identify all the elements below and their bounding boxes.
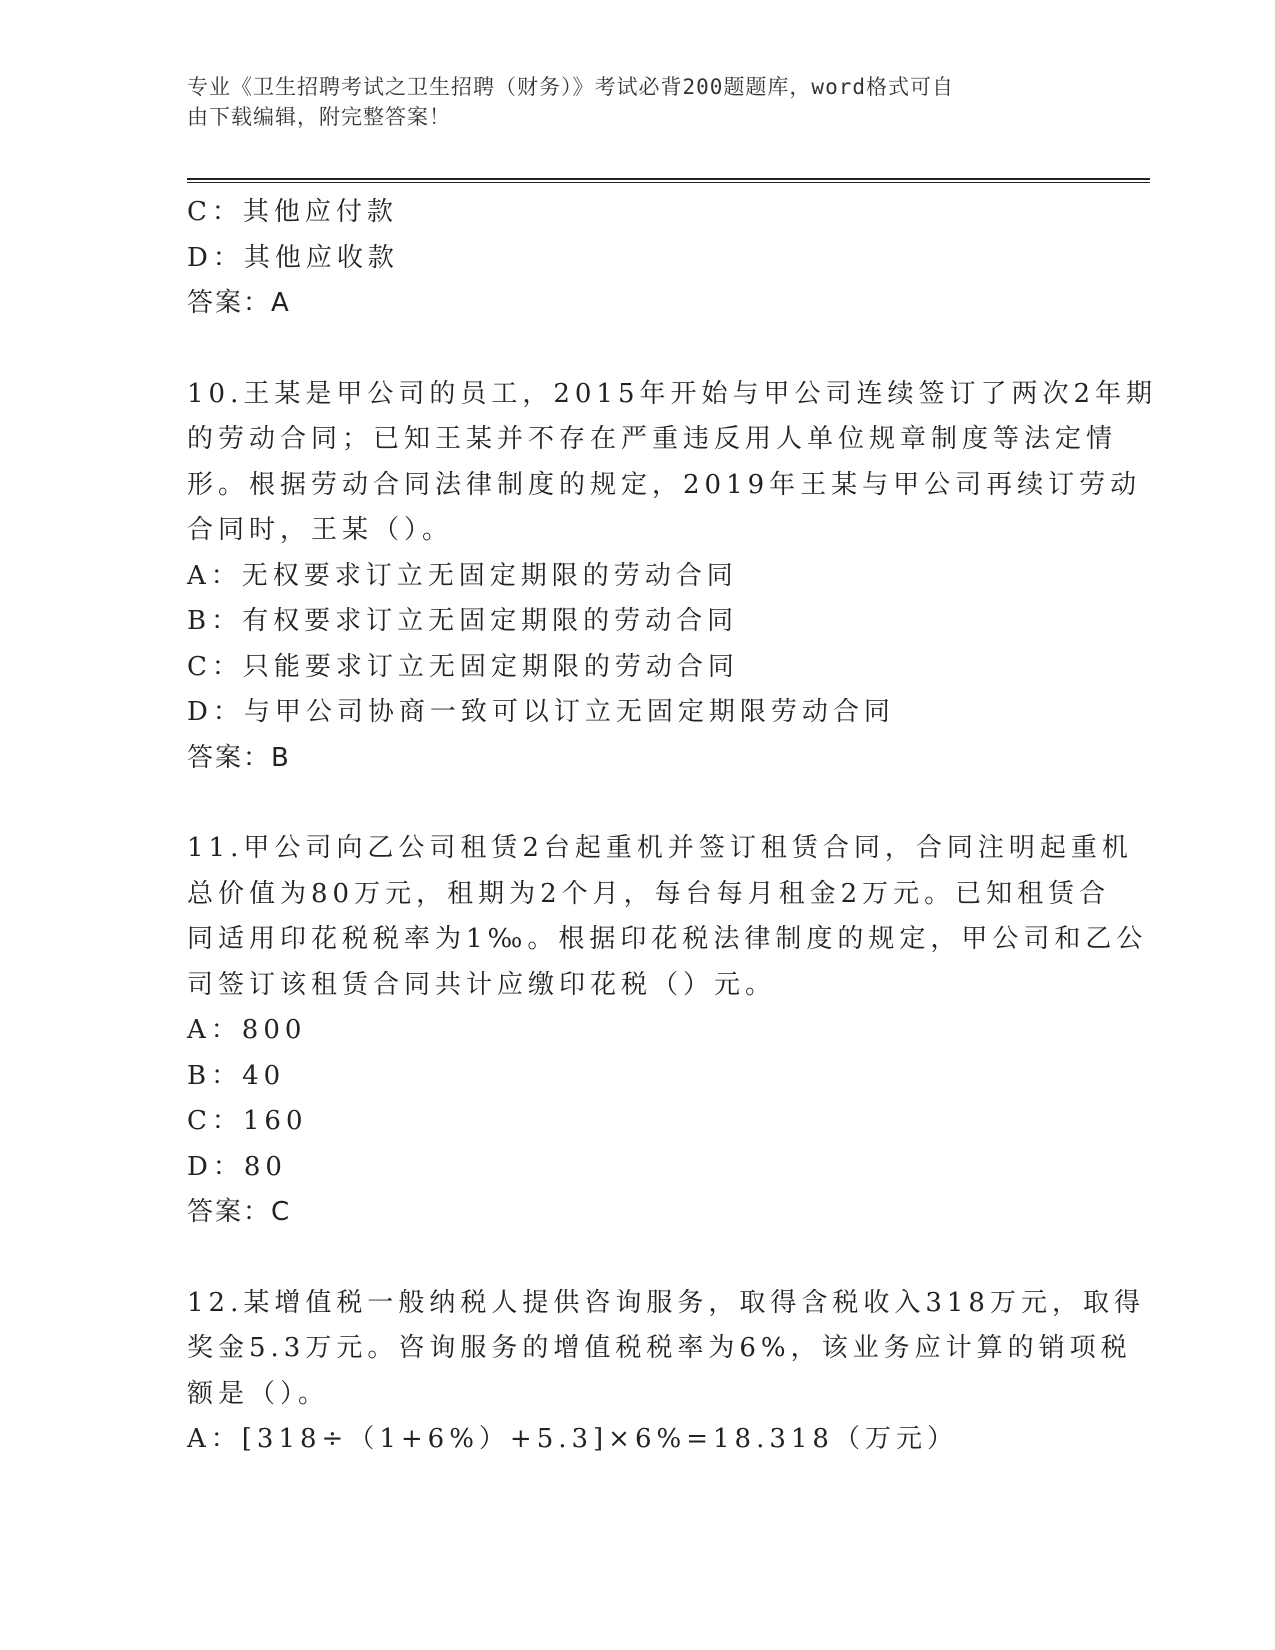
question-stem-line: 额是（）。 [187, 1378, 330, 1409]
question-stem-line: 12.某增值税一般纳税人提供咨询服务，取得含税收入318万元，取得 [187, 1287, 1145, 1318]
question-stem-line: 奖金5.3万元。咨询服务的增值税税率为6%，该业务应计算的销项税 [187, 1333, 1132, 1363]
question-stem-line: 司签订该租赁合同共计应缴印花税（）元。 [187, 969, 777, 1000]
option-d: D：与甲公司协商一致可以订立无固定期限劳动合同 [187, 697, 895, 727]
header-divider [187, 178, 1150, 180]
answer-line: 答案：B [187, 742, 291, 773]
option-c: C：160 [187, 1106, 308, 1136]
document-body [187, 190, 1158, 1463]
question-stem-line: 11.甲公司向乙公司租赁2台起重机并签订租赁合同，合同注明起重机 [187, 833, 1133, 863]
question-stem-line: 同适用印花税税率为1‰。根据印花税法律制度的规定，甲公司和乙公 [187, 924, 1148, 954]
option-d: D：80 [187, 1151, 287, 1182]
answer-line: 答案：A [187, 288, 291, 318]
question-10 [187, 372, 1158, 782]
option-c: C：只能要求订立无固定期限的劳动合同 [187, 651, 739, 682]
question-stem-line: 10.王某是甲公司的员工，2015年开始与甲公司连续签订了两次2年期 [187, 378, 1158, 409]
answer-line: 答案：C [187, 1197, 292, 1227]
question-stem-line: 的劳动合同；已知王某并不存在严重违反用人单位规章制度等法定情 [187, 424, 1118, 454]
header-divider-thin [187, 182, 1150, 183]
option-b: B：有权要求订立无固定期限的劳动合同 [187, 606, 739, 636]
question-stem-line: 总价值为80万元，租期为2个月，每台每月租金2万元。已知租赁合 [187, 878, 1111, 909]
option-c: C：其他应付款 [187, 197, 398, 227]
question-11 [187, 826, 1148, 1236]
header-line-2: 由下载编辑，附完整答案！ [187, 105, 451, 129]
option-d: D：其他应收款 [187, 242, 399, 273]
option-a: A：[318÷（1+6%）+5.3]×6%=18.318（万元） [187, 1424, 958, 1454]
document-header [187, 72, 1067, 132]
option-a: A：无权要求订立无固定期限的劳动合同 [187, 560, 738, 591]
header-line-1: 专业《卫生招聘考试之卫生招聘（财务）》考试必背200题题库，word格式可自 [187, 75, 954, 99]
option-a: A：800 [187, 1015, 307, 1045]
question-stem-line: 形。根据劳动合同法律制度的规定，2019年王某与甲公司再续订劳动 [187, 469, 1142, 500]
option-b: B：40 [187, 1060, 286, 1091]
question-stem-line: 合同时，王某（）。 [187, 515, 454, 545]
prev-question [187, 190, 1087, 327]
question-12 [187, 1281, 1145, 1463]
